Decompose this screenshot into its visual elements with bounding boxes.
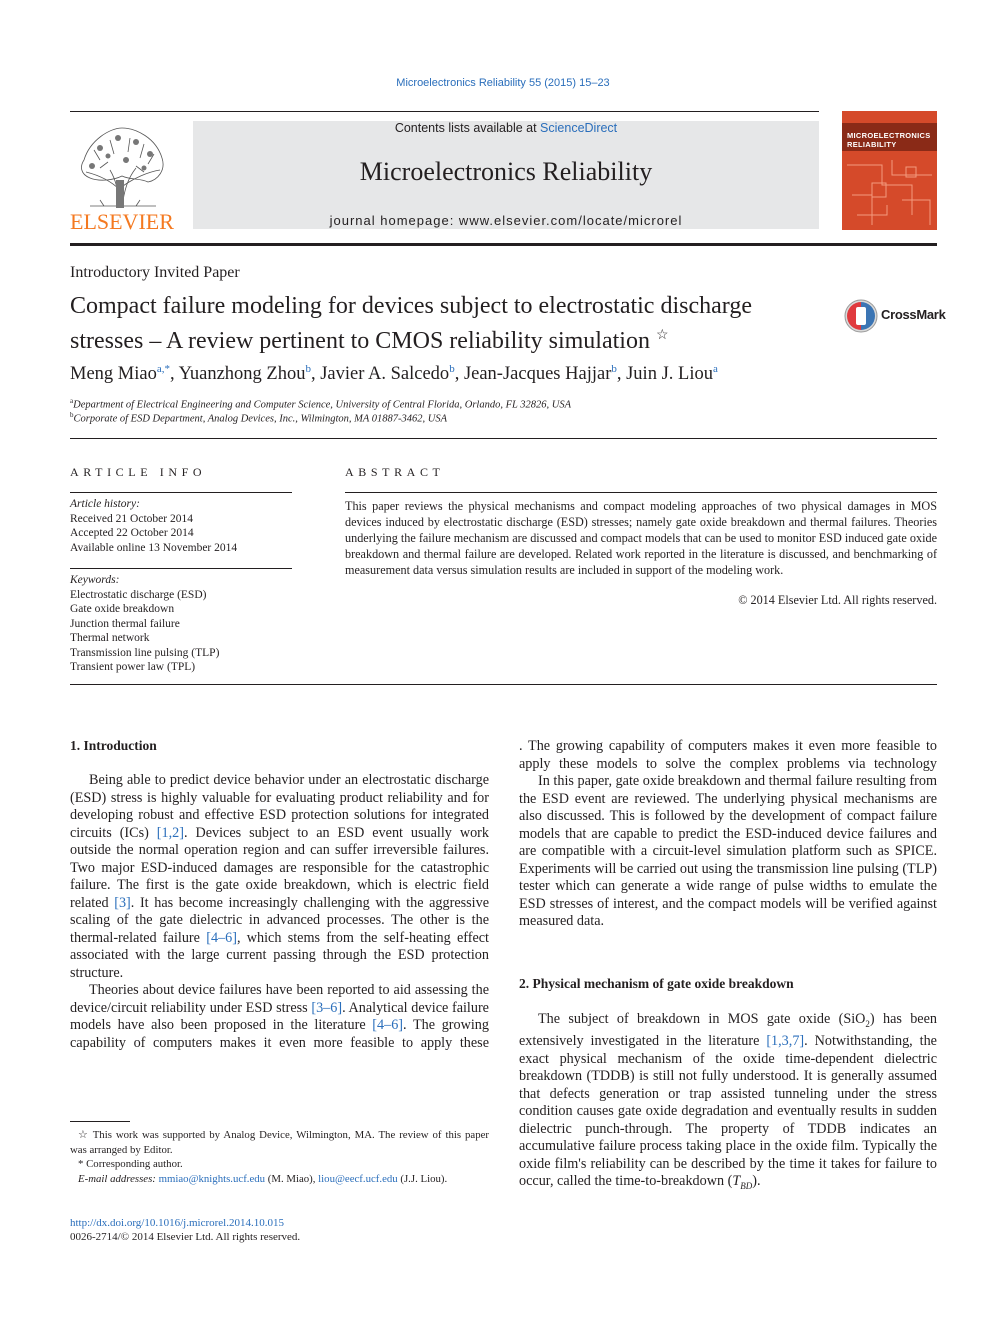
author-affil-mark[interactable]: a,* [156, 363, 170, 375]
text-run: Being able to predict device behavior under an electrostatic discharge (ESD) stress is highly valuable for evaluating product reliability and for developing robust and effective ESD protection solutions for integrated circuits (ICs) [70, 772, 489, 841]
affiliation-mark: a [70, 397, 74, 405]
text-run: . Devices subject to an ESD event usually work outside the normal operation region and can suffer irreversible failures. Two major ESD-induced damages are responsible for the catastrophic failure. The first is the gate oxide breakdown, which is electric field related [70, 824, 489, 911]
right-column [519, 738, 937, 931]
abstract-text: This paper reviews the physical mechanisms and compact modeling approaches of two physical damages in MOS devices induced by electrostatic discharge (ESD) stresses; namely gate oxide breakdown and thermal failures. Theories underlying the failure mechanism are discussed and compact models that can be used to monitor ESD induced gate oxide breakdown and thermal failure are developed. Related work reported in the literature is discussed, and benchmarking of measurement data versus simulation results are included in support of the modeling work. [345, 499, 937, 577]
cover-title: MICROELECTRONICS RELIABILITY [847, 131, 931, 149]
affiliation-a [70, 397, 571, 411]
text-run: , which stems from the self-heating effect associated with the large current passing through the ESD protection structure. [70, 929, 489, 981]
header-thick-rule [70, 243, 937, 246]
section-2-text [519, 1011, 937, 1196]
text-run: The subject of breakdown in MOS gate oxide (SiO [538, 1011, 866, 1027]
keyword: Gate oxide breakdown [70, 603, 175, 615]
affiliation-text: Department of Electrical Engineering and Computer Science, University of Central Florida, Orlando, FL 32826, USA [73, 399, 572, 411]
subscript: 2 [865, 1018, 870, 1029]
author-affil-mark[interactable]: b [611, 363, 617, 375]
accepted-date: Accepted 22 October 2014 [70, 527, 194, 539]
citation-link[interactable]: [1,2] [156, 824, 184, 841]
footnote-text: This work was supported by Analog Device, Wilmington, MA. The review of this paper was arranged by Editor. [70, 1129, 489, 1156]
author-affil-mark[interactable]: a [712, 363, 718, 375]
contents-line [193, 121, 819, 135]
doi-link[interactable]: http://dx.doi.org/10.1016/j.microrel.2014.10.015 [70, 1217, 284, 1229]
text-run: . It has become increasingly challenging with the aggressive scaling of the gate dielectric in advanced processes. The other is the thermal-related failure [70, 894, 490, 946]
keyword: Electrostatic discharge (ESD) [70, 588, 207, 601]
citation-link[interactable]: [1,3,7] [766, 1033, 805, 1050]
title-line-1: Compact failure modeling for devices subject to electrostatic discharge [70, 293, 752, 319]
author-name[interactable]: Yuanzhong Zhou [178, 364, 306, 385]
author-affil-mark[interactable]: b [449, 363, 455, 375]
received-date: Received 21 October 2014 [70, 512, 193, 525]
text-run: . The growing capability of computers makes it even more feasible to apply these models to solve the complex problems via technology [519, 738, 937, 772]
affiliation-mark: b [70, 411, 74, 419]
keyword: Transmission line pulsing (TLP) [70, 646, 220, 659]
paragraph [70, 982, 489, 1052]
citation-link[interactable]: [3] [114, 894, 131, 911]
paragraph [519, 1011, 937, 1196]
citation-link[interactable]: [4–6] [206, 929, 237, 946]
title-footnote-mark[interactable]: ☆ [655, 328, 669, 343]
email-owner: (J.J. Liou). [400, 1172, 448, 1185]
text-run: . Notwithstanding, the exact physical mechanism of the oxide time-dependent dielectric breakdown (TDDB) is still not fully understood. It is generally assumed that defects generation or trap assisted tunneling under the stress condition causes gate oxide degradation and eventually results in sudden dielectric punch-through. The property of TDDB indicates an accumulative failure process taking place in the oxide film. Typically the oxide film's reliability can be described by the time it takes for failure to occur, called the time-to-breakdown ( [519, 1033, 937, 1190]
author-name[interactable]: Meng Miao [70, 364, 157, 385]
footnote-emails [70, 1172, 489, 1187]
paragraph: In this paper, gate oxide breakdown and thermal failure resulting from the ESD event are reviewed. The underlying physical mechanisms are also discussed. This is followed by the development of compact failure models that are capable to predict the ESD-induced device failures and are compatible with a circuit-level simulation platform such as SPICE. Experiments will be carried out using the transmission line pulsing (TLP) tester which can generate a wide range of pulse widths to emulate the ESD stresses of interest, and the compact models will be verified against measured data. [519, 773, 937, 929]
affiliation-text: Corporate of ESD Department, Analog Devices, Inc., Wilmington, MA 01887-3462, USA [73, 413, 447, 425]
text-run: . Analytical device failure models have also been proposed in the literature [70, 999, 489, 1033]
article-type: Introductory Invited Paper [70, 264, 240, 281]
sciencedirect-link[interactable]: ScienceDirect [540, 121, 618, 135]
online-date: Available online 13 November 2014 [70, 541, 238, 554]
footnote-funding: ☆ This work was supported by Analog Device, Wilmington, MA. The review of this paper was arranged by Editor. [70, 1129, 489, 1156]
affiliation-rule [70, 438, 937, 439]
email-link[interactable]: liou@eecf.ucf.edu [318, 1172, 398, 1185]
article-title [70, 292, 830, 356]
author-name[interactable]: Jean-Jacques Hajjar [463, 364, 612, 385]
elsevier-wordmark: ELSEVIER [70, 209, 174, 234]
article-info-rule [70, 492, 292, 493]
paragraph [70, 772, 489, 982]
history-label: Article history: [70, 498, 140, 510]
symbol: T [732, 1173, 741, 1190]
footnote-corresponding: * Corresponding author. [78, 1158, 183, 1170]
article-info-heading: ARTICLE INFO [70, 465, 207, 479]
journal-banner [193, 121, 819, 229]
text-run: ). [752, 1173, 761, 1190]
crossmark-icon[interactable] [843, 298, 879, 334]
section-2-heading: 2. Physical mechanism of gate oxide breakdown [519, 976, 794, 991]
keywords-label: Keywords: [70, 574, 120, 586]
keyword: Transient power law (TPL) [70, 661, 196, 673]
author-affil-mark[interactable]: b [305, 363, 311, 375]
paragraph-continued [519, 738, 937, 773]
author-name[interactable]: Juin J. Liou [626, 364, 713, 385]
affiliation-b [70, 411, 447, 425]
citation-link[interactable]: [3–6] [311, 999, 343, 1016]
author-list: Meng Miao$^{a,*}$, Yuanzhong Zhou$^b$, Javier A. Salcedo$^b$, Jean-Jacques Hajjar$^b$, Juin J. Liou$^a$ [70, 363, 718, 385]
keywords [70, 573, 292, 675]
cover-circuit-art [842, 155, 937, 230]
email-label: E-mail addresses: [78, 1172, 156, 1185]
article-history [70, 497, 292, 555]
issn-line: 0026-2714/© 2014 Elsevier Ltd. All rights reserved. [70, 1231, 301, 1243]
keyword: Junction thermal failure [70, 617, 180, 630]
keyword: Thermal network [70, 632, 150, 644]
contents-prefix: Contents lists available at [394, 121, 541, 135]
subscript: BD [740, 1181, 753, 1192]
abstract-heading: ABSTRACT [345, 465, 445, 479]
abstract-rule [345, 492, 937, 493]
section-1-heading: 1. Introduction [70, 738, 157, 753]
abstract-copyright: © 2014 Elsevier Ltd. All rights reserved. [738, 593, 937, 607]
abstract-bottom-rule [70, 684, 937, 685]
footnotes [70, 1128, 489, 1186]
footnote-rule [70, 1121, 130, 1122]
title-line-2: stresses – A review pertinent to CMOS reliability simulation [70, 328, 650, 354]
journal-reference[interactable]: Microelectronics Reliability 55 (2015) 15–23 [396, 77, 610, 89]
email-link[interactable]: mmiao@knights.ucf.edu [158, 1172, 266, 1185]
journal-homepage[interactable]: journal homepage: www.elsevier.com/locate/microrel [329, 213, 683, 228]
header-rule [70, 111, 819, 112]
keywords-rule [70, 568, 292, 569]
citation-link[interactable]: [4–6] [372, 1017, 404, 1033]
text-run: Theories about device failures have been reported to aid assessing the device/circuit reliability under ESD stress [70, 982, 489, 1016]
journal-name: Microelectronics Reliability [359, 157, 653, 186]
left-column [70, 772, 489, 1052]
journal-cover [842, 111, 937, 230]
text-run: . The growing capability of computers makes it even more feasible to apply these [70, 1017, 489, 1051]
crossmark-label[interactable]: CrossMark [881, 307, 946, 322]
author-name[interactable]: Javier A. Salcedo [320, 364, 450, 385]
text-run: ) has been extensively investigated in the literature [519, 1011, 937, 1050]
email-owner: (M. Miao), [267, 1172, 316, 1185]
footnote-text: Corresponding author. [86, 1158, 183, 1170]
